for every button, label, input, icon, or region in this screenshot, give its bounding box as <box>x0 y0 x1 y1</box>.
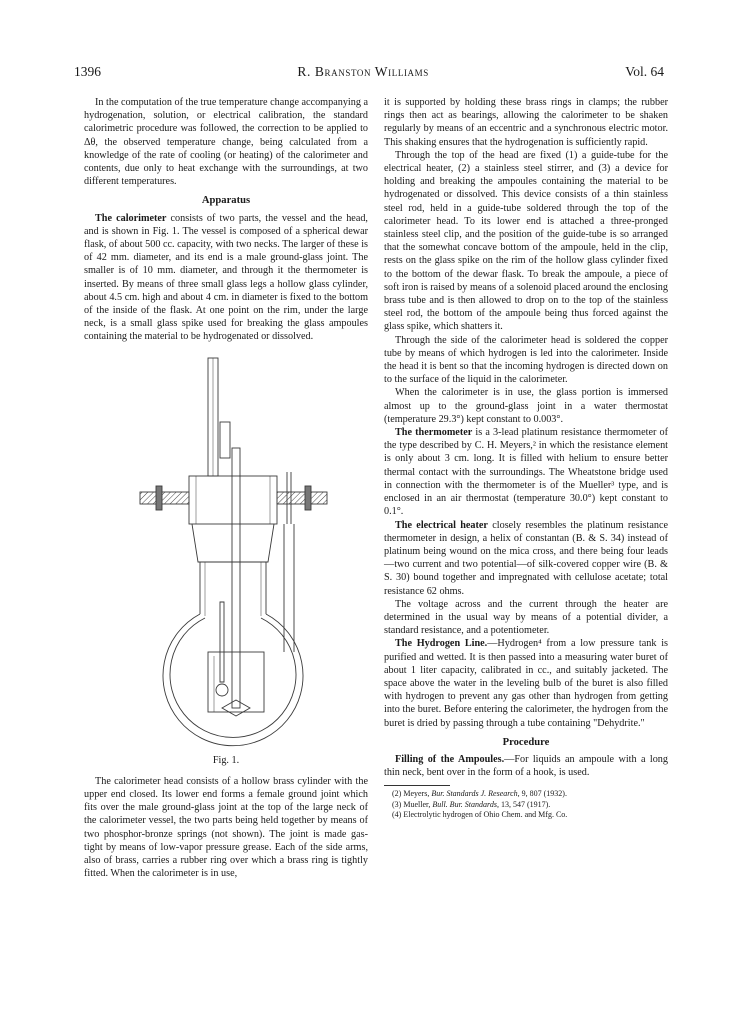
run-in-heading: The Hydrogen Line. <box>395 638 488 650</box>
footnote-text: (3) Mueller, <box>392 799 433 809</box>
volume-label: Vol. 64 <box>625 64 664 79</box>
run-in-heading: The electrical heater <box>395 519 488 531</box>
running-title: R. Branston Williams <box>297 64 429 79</box>
ground-joint <box>192 524 274 562</box>
thermostat-paragraph: When the calorimeter is in use, the glass portion is immersed almost up to the ground-glass joint in a water thermostat (temperature 29.3°) kept constant to 0.003°. <box>384 387 668 425</box>
continued-paragraph: it is supported by holding these brass rings in clamps; the rubber rings then act as bearings, allowing the calorimeter to be shaken regularly by means of an eccentric and a synchronous electric motor. This shaking ensures that the hydrogenation is sufficiently rapid. <box>384 97 668 148</box>
hydrogen-line-paragraph <box>384 637 668 729</box>
footnote-rule <box>384 785 450 786</box>
ampoule <box>220 602 224 682</box>
calorimeter-head-paragraph: The calorimeter head consists of a hollow brass cylinder with the upper end closed. Its lower end forms a female ground joint which fits over the male ground-glass joint at the top of the large neck of the calorimeter vessel, the two parts being held together by means of two phosphor-bronze springs (not shown). The joint is made gas-tight by means of low-vapor pressure grease. Each of the side arms, also of brass, carries a rubber ring over which a brass ring is tightly fitted. When the calorimeter is in use, <box>84 775 368 880</box>
paragraph-text: closely resembles the platinum resistance thermometer in design, a helix of constantan (B. & S. 34) instead of platinum being wound on the mica cross, and there being four leads—two current and two potential—of silk-covered copper wire (B. & S. 30) bound together and impregnated with cellulose acetate; total resistance 62 ohms. <box>384 519 668 597</box>
run-in-heading: The thermometer <box>395 427 473 439</box>
footnote-3 <box>384 800 668 810</box>
voltage-paragraph: The voltage across and the current through the heater are determined in the usual way by means of a potential divider, a standard resistance, and a potentiometer. <box>384 598 668 637</box>
calorimeter-head <box>189 476 277 524</box>
footnote-text: 9, 807 (1932). <box>519 789 567 799</box>
dewar-flask-outer <box>163 614 303 746</box>
footnote-4: (4) Electrolytic hydrogen of Ohio Chem. and Mfg. Co. <box>392 809 568 819</box>
filling-paragraph <box>384 753 668 779</box>
paragraph-text: —For liquids an ampoule with a long thin neck, bent over in the form of a hook, is used. <box>384 753 668 779</box>
run-in-heading: The calorimeter <box>95 212 167 224</box>
dewar-flask-inner <box>170 618 296 737</box>
footnote-journal: Bull. Bur. Standards, <box>432 799 499 809</box>
page-header <box>74 64 664 80</box>
figure-caption: Fig. 1. <box>212 754 240 766</box>
thermometer-paragraph <box>384 426 668 518</box>
ampoule-bulb <box>216 684 228 696</box>
stirrer-rod <box>232 448 240 708</box>
paragraph-text: is a 3-lead platinum resistance thermometer of the type described by C. H. Meyers,² in which the resistance element is only about 3 cm. long. It is filled with helium to ensure better thermal contact with the surroundings. The Wheatstone bridge used in connection with the thermometer is of the Mueller³ type, and is enclosed in an air thermostat (temperature 30.0°) kept constant to 0.1°. <box>384 427 669 518</box>
heater-paragraph <box>384 519 668 598</box>
copper-tube-paragraph: Through the side of the calorimeter head is soldered the copper tube by means of which hydrogen is led into the calorimeter. Inside the head it is bent so that the incoming hydrogen is directed down on to the surface of the liquid in the calorimeter. <box>384 334 668 386</box>
fixtures-paragraph: Through the top of the head are fixed (1) a guide-tube for the electrical heater, (2) a stainless steel stirrer, and (3) a device for holding and breaking the ampoules containing the material to be hydrogenated or dissolved. This device consists of a thin stainless steel rod, held in a guide-tube soldered through the top of the calorimeter head. To its lower end is attached a three-pronged stainless steel clip, and the position of the guide-tube is so arranged that the somewhat concave bottom of the ampoule, held in the clip, rests on the glass spike on the rim of the hollow glass cylinder fixed to the bottom of the dewar flask. To break the ampoule, a piece of soft iron is raised by means of a solenoid placed around the enclosing brass tube and is then allowed to drop on to the top of the stainless steel rod, the bottom of the ampoule being thus forced against the glass spike, which shatters it. <box>384 149 668 333</box>
intro-paragraph: In the computation of the true temperature change accompanying a hydrogenation, solution, or electrical calibration, the standard calorimetric procedure was followed, the correction to be applied to Δθ, the observed temperature change, being calculated from a knowledge of the rate of cooling (or heating) of the calorimeter and contents, due only to heat exchange with the surroundings, at two different temperatures. <box>84 97 368 188</box>
right-column <box>384 96 668 820</box>
footnote-text: (2) Meyers, <box>392 789 432 799</box>
right-side-arm <box>277 492 327 504</box>
paragraph-text: —Hydrogen⁴ from a low pressure tank is purified and wetted. It is then passed into a measuring water buret of about 1 liter capacity, calibrated in cc., and suitably jacketed. The space above the water in the leveling bulb of the buret is also filled with hydrogen to prevent any gas other than hydrogen from getting into the buret. Before entering the calorimeter, the hydrogen from the buret is dried by passing through a tube containing "Dehydrite." <box>384 638 668 729</box>
left-column <box>84 96 368 880</box>
footnote-2 <box>384 789 668 799</box>
page-number: 1396 <box>74 64 101 79</box>
paragraph-text: consists of two parts, the vessel and the head, and is shown in Fig. 1. The vessel is composed of a spherical dewar flask, of about 500 cc. capacity, with two necks. The larger of these is of 42 mm. diameter, and its end is a male ground-glass joint. The smaller is of 10 mm. diameter, and through it the thermometer is inserted. By means of three small glass legs a hollow glass cylinder, about 4.5 cm. high and about 4 cm. in diameter is fixed to the bottom of the inside of the flask. At one point on the rim, under the large neck, is a small glass spike used for breaking the glass ampoules containing the material to be hydrogenated or dissolved. <box>84 212 368 343</box>
top-tube <box>220 422 230 458</box>
calorimeter-figure <box>84 352 368 752</box>
footnote-journal: Bur. Standards J. Research, <box>431 789 520 799</box>
footnote-text: 13, 547 (1917). <box>498 799 551 809</box>
calorimeter-paragraph <box>84 212 368 344</box>
run-in-heading: Filling of the Ampoules. <box>395 753 505 765</box>
left-side-arm <box>140 492 189 504</box>
section-heading-apparatus: Apparatus <box>201 195 251 207</box>
section-heading-procedure: Procedure <box>502 736 550 748</box>
glass-cylinder <box>208 652 264 712</box>
